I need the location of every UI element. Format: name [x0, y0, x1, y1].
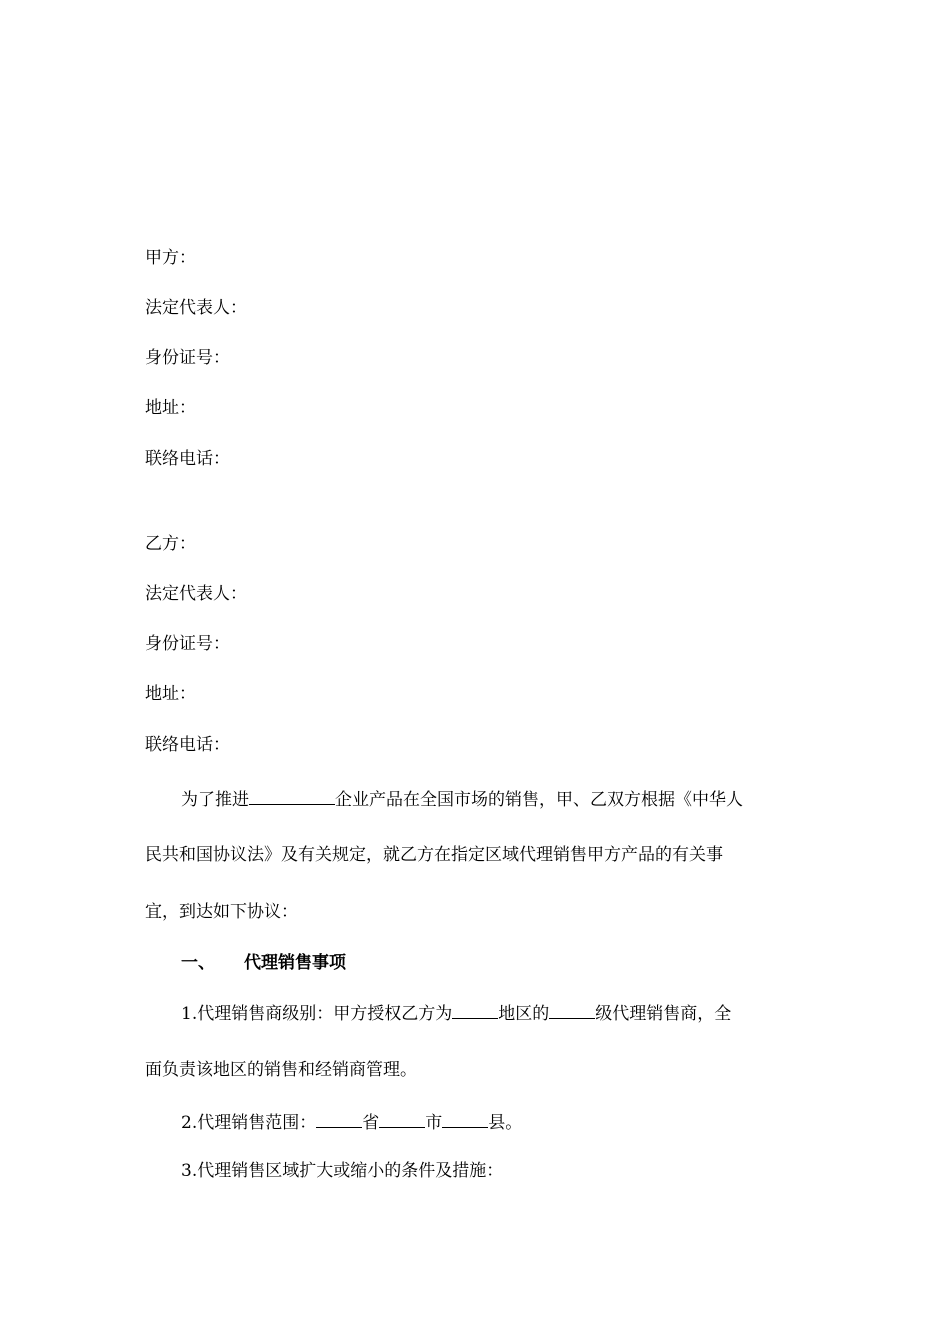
- item-2-pre: 2.代理销售范围：: [181, 1113, 317, 1133]
- item-1-mid: 地区的: [498, 1004, 550, 1024]
- item-3-line: 3.代理销售区域扩大或缩小的条件及措施：: [181, 1161, 504, 1181]
- item-2-xian: 县。: [488, 1113, 523, 1133]
- party-a-label: 甲方：: [145, 248, 196, 268]
- party-b-legal-rep: 法定代表人：: [145, 584, 247, 604]
- intro-line-1: [181, 788, 743, 810]
- party-b-address: 地址：: [145, 684, 196, 704]
- item-2-line: [181, 1111, 522, 1133]
- party-a-phone: 联络电话：: [145, 449, 230, 469]
- item-1-post: 级代理销售商，全: [595, 1004, 732, 1024]
- section-1-title: 代理销售事项: [244, 953, 346, 973]
- item-2-shi: 市: [425, 1113, 443, 1133]
- city-blank: [379, 1111, 425, 1128]
- item-1-line-2: 面负责该地区的销售和经销商管理。: [145, 1060, 417, 1080]
- item-1-line-1: [181, 1002, 731, 1024]
- party-b-label: 乙方：: [145, 534, 196, 554]
- party-a-legal-rep: 法定代表人：: [145, 298, 247, 318]
- region-blank: [452, 1002, 498, 1019]
- county-blank: [442, 1111, 488, 1128]
- province-blank: [316, 1111, 362, 1128]
- level-blank: [549, 1002, 595, 1019]
- intro-pre-text: 为了推进: [181, 790, 249, 810]
- party-a-address: 地址：: [145, 398, 196, 418]
- intro-line-3: 宜，到达如下协议：: [145, 902, 298, 922]
- item-1-pre: 1.代理销售商级别：甲方授权乙方为: [181, 1004, 453, 1024]
- item-2-sheng: 省: [362, 1113, 380, 1133]
- intro-line-2: 民共和国协议法》及有关规定，就乙方在指定区域代理销售甲方产品的有关事: [145, 845, 723, 865]
- section-1-number: 一、: [181, 953, 215, 973]
- intro-post-text: 企业产品在全国市场的销售，甲、乙双方根据《中华人: [335, 790, 743, 810]
- party-b-phone: 联络电话：: [145, 735, 230, 755]
- party-b-id-number: 身份证号：: [145, 634, 230, 654]
- company-blank: [249, 788, 335, 805]
- party-a-id-number: 身份证号：: [145, 348, 230, 368]
